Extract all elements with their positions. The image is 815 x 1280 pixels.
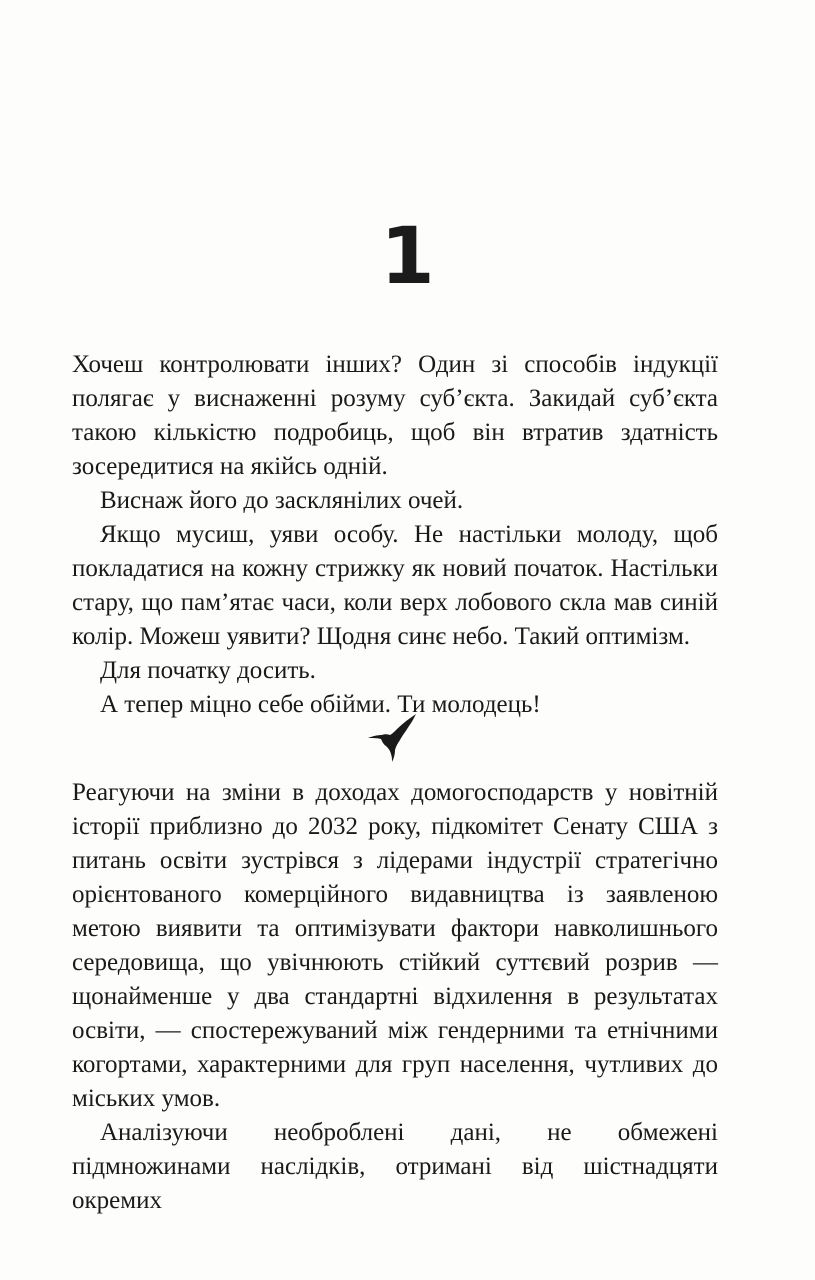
paragraph: Виснаж його до засклянілих очей. xyxy=(100,487,464,514)
hummingbird-icon xyxy=(366,712,418,764)
paragraph: Хочеш контролювати інших? Один зі способів індукції полягає у виснаженні розуму суб’єкта. Закидай суб’єкта такою кількістю подробиць, щоб він втратив здатність зосередитися на якійсь одній. xyxy=(72,351,718,480)
paragraph: Для початку досить. xyxy=(100,657,316,684)
paragraph: Реагуючи на зміни в доходах домогосподарств у новітній історії приблизно до 2032 року, підкомітет Сенату США з питань освіти зустрівся з лідерами індустрії стратегічно орієнтованого комерційного видавництва із заявленою метою виявити та оптимізувати фактори навколишнього середовища, що увічнюють стійкий суттєвий розрив — щонайменше у два стандартні відхилення в результатах освіти, — спостережуваний між гендерними та етнічними когортами, характерними для груп населення, чутливих до міських умов. xyxy=(72,779,718,1112)
hummingbird-shape xyxy=(368,714,416,762)
section-one xyxy=(72,348,718,722)
chapter-number: 1 xyxy=(380,212,435,302)
paragraph: Аналізуючи необроблені дані, не обмежені підмножинами наслідків, отримані від шістнадцяти окремих xyxy=(72,1119,718,1214)
paragraph: Якщо мусиш, уяви особу. Не настільки молоду, щоб покладатися на кожну стрижку як новий початок. Настільки стару, що пам’ятає часи, коли верх лобового скла мав синій колір. Можеш уявити? Щодня синє небо. Такий оптимізм. xyxy=(72,521,718,650)
section-two xyxy=(72,776,718,1218)
section-separator xyxy=(366,712,418,764)
paragraph: А тепер міцно себе обійми. Ти молодець! xyxy=(100,691,541,718)
